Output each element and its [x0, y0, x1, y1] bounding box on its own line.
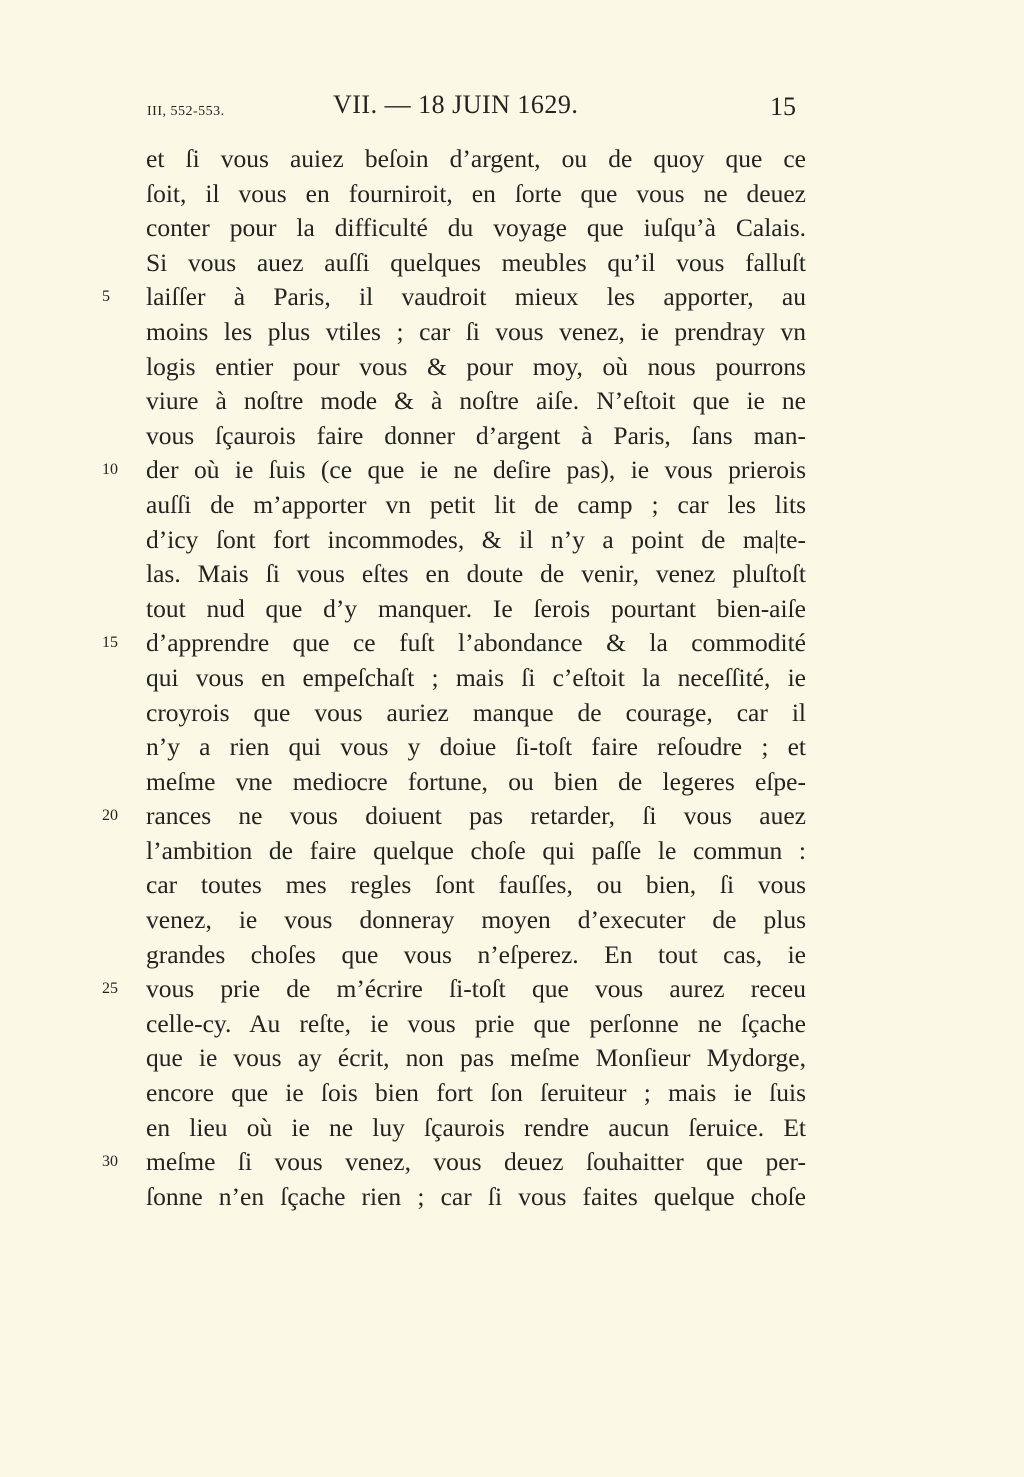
text-line: [146, 938, 806, 973]
text-line: [146, 661, 806, 696]
line-text: croyrois que vous auriez manque de courage, car il: [146, 697, 806, 727]
text-line: [146, 1041, 806, 1076]
line-text: n’y a rien qui vous y doiue ſi-toſt faire reſoudre ; et: [146, 732, 806, 762]
line-text: ſoit, il vous en fourniroit, en ſorte que vous ne deuez: [146, 178, 806, 208]
text-line: [146, 1111, 806, 1146]
page-number: 15: [770, 92, 796, 121]
text-line: [146, 868, 806, 903]
line-text: viure à noſtre mode & à noſtre aiſe. N’eſtoit que ie ne: [146, 386, 806, 416]
line-number: 20: [102, 807, 118, 825]
text-line: [102, 453, 806, 488]
line-text: et ſi vous auiez beſoin d’argent, ou de quoy que ce: [146, 144, 806, 173]
text-line: [146, 246, 806, 281]
running-header: [0, 90, 1024, 130]
line-text: car toutes mes regles ſont fauſſes, ou bien, ſi vous: [146, 870, 806, 900]
line-text: en lieu où ie ne luy ſçaurois rendre aucun ſeruice. Et: [146, 1112, 806, 1142]
text-line: [102, 626, 806, 661]
line-text: der où ie ſuis (ce que ie ne deſire pas), ie vous prierois: [146, 455, 806, 485]
text-line: [146, 730, 806, 765]
line-text: meſme vne mediocre fortune, ou bien de legeres eſpe-: [146, 766, 806, 796]
line-text: meſme ſi vous venez, vous deuez ſouhaitter que per-: [146, 1147, 806, 1177]
line-text: tout nud que d’y manquer. Ie ſerois pourtant bien-aiſe: [146, 593, 806, 623]
text-line: [146, 765, 806, 800]
line-text: rances ne vous doiuent pas retarder, ſi vous auez: [146, 801, 806, 831]
line-text: venez, ie vous donneray moyen d’executer de plus: [146, 905, 806, 935]
line-text: auſſi de m’apporter vn petit lit de camp ; car les lits: [146, 489, 806, 519]
line-text: que ie vous ay écrit, non pas meſme Monſieur Mydorge,: [146, 1043, 806, 1073]
text-line: [146, 903, 806, 938]
text-line: [102, 280, 806, 315]
line-text: grandes choſes que vous n’eſperez. En tout cas, ie: [146, 939, 806, 969]
line-number: 25: [102, 980, 118, 998]
text-line: [146, 177, 806, 212]
line-text: vous ſçaurois faire donner d’argent à Paris, ſans man-: [146, 420, 806, 450]
text-line: [146, 696, 806, 731]
text-body: [102, 142, 806, 1214]
line-text: logis entier pour vous & pour moy, où nous pourrons: [146, 351, 806, 381]
text-line: [146, 523, 806, 558]
line-text: laiſſer à Paris, il vaudroit mieux les apporter, au: [146, 282, 806, 312]
volume-reference: III, 552-553.: [147, 104, 225, 119]
line-text: d’apprendre que ce fuſt l’abondance & la commodité: [146, 628, 806, 658]
text-line: [146, 1076, 806, 1111]
line-number: 30: [102, 1153, 118, 1171]
text-line: [146, 142, 806, 177]
text-line: [146, 1180, 806, 1215]
line-text: qui vous en empeſchaſt ; mais ſi c’eſtoit la neceſſité, ie: [146, 662, 806, 692]
line-number: 15: [102, 634, 118, 652]
line-number: 5: [102, 288, 110, 306]
text-line: [146, 384, 806, 419]
text-line: [146, 592, 806, 627]
text-line: [146, 419, 806, 454]
text-line: [102, 1145, 806, 1180]
line-number: 10: [102, 461, 118, 479]
line-text: ſonne n’en ſçache rien ; car ſi vous faites quelque choſe: [146, 1181, 806, 1211]
text-line: [102, 799, 806, 834]
line-text: encore que ie ſois bien fort ſon ſeruiteur ; mais ie ſuis: [146, 1078, 806, 1108]
text-line: [146, 350, 806, 385]
text-line: [146, 211, 806, 246]
line-text: las. Mais ſi vous eſtes en doute de venir, venez pluſtoſt: [146, 559, 806, 589]
text-line: [146, 488, 806, 523]
page-title: VII. — 18 JUIN 1629.: [333, 90, 579, 119]
text-line: [102, 972, 806, 1007]
line-text: vous prie de m’écrire ſi-toſt que vous aurez receu: [146, 974, 806, 1004]
text-line: [146, 1007, 806, 1042]
line-text: d’icy ſont fort incommodes, & il n’y a point de ma|te-: [146, 524, 806, 554]
line-text: l’ambition de faire quelque choſe qui paſſe le commun :: [146, 835, 806, 865]
text-line: [146, 557, 806, 592]
text-line: [146, 315, 806, 350]
line-text: conter pour la difficulté du voyage que iuſqu’à Calais.: [146, 213, 806, 243]
text-line: [146, 834, 806, 869]
line-text: moins les plus vtiles ; car ſi vous venez, ie prendray vn: [146, 316, 806, 346]
line-text: Si vous auez auſſi quelques meubles qu’il vous falluſt: [146, 247, 806, 277]
line-text: celle-cy. Au reſte, ie vous prie que perſonne ne ſçache: [146, 1008, 806, 1038]
